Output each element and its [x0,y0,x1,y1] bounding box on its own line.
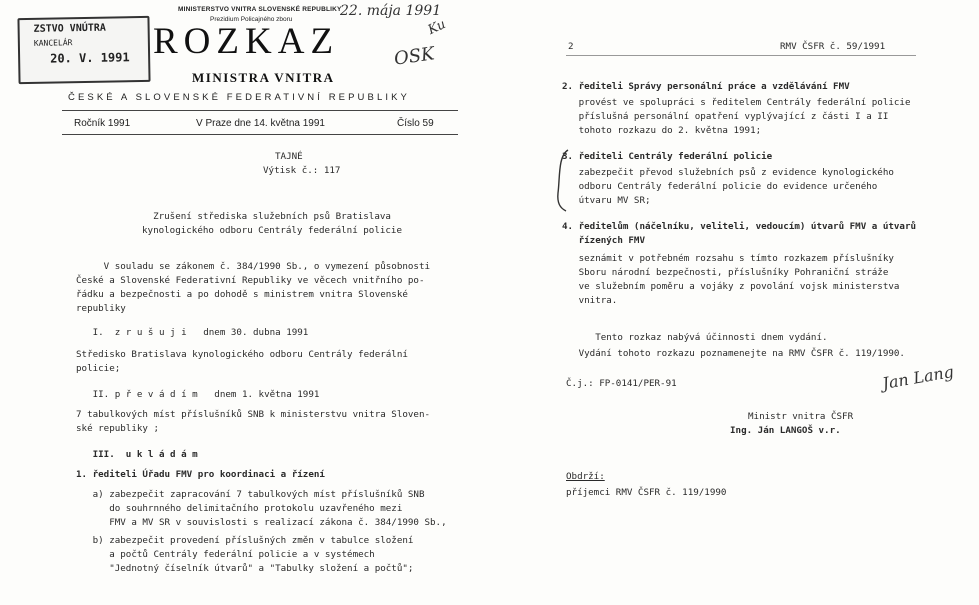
page-header-rule [566,55,916,56]
signer-name: Ing. Ján LANGOŠ v.r. [730,425,841,436]
section-2-heading: II. p ř e v á d í m dnem 1. května 1991 [76,389,320,400]
signer-title: Ministr vnitra ČSFR [748,411,854,422]
ministry-sub: Prezidium Policajného zboru [210,16,293,23]
effective-clause: Tento rozkaz nabývá účinnosti dnem vydání. [562,332,828,343]
issue-date: V Praze dne 14. května 1991 [196,118,325,129]
right-page [490,0,979,605]
issue-number: Číslo 59 [397,118,434,129]
item-4-heading: 4. ředitelům (náčelníku, veliteli, vedoucím) útvarů FMV a útvarů řízených FMV [562,221,917,246]
recipients-value: příjemci RMV ČSFR č. 119/1990 [566,487,727,498]
document-reference: RMV ČSFR č. 59/1991 [780,41,886,52]
handwritten-date: 22. mája 1991 [340,3,442,19]
section-3-item-1a: a) zabezpečit zapracování 7 tabulkových míst příslušníků SNB do souhrnného delimitačního protokolu uzavřeného mezi FMV a MV SR v souvislosti s realizací zákona č. 384/1990 Sb., [92,489,447,528]
document-subtitle: MINISTRA VNITRA [192,70,335,85]
header-rule-top [62,110,458,111]
subject-title: Zrušení střediska služebních psů Bratislava kynologického odboru Centrály federální policie [142,211,402,236]
page-number: 2 [568,41,574,52]
stamp-line-2: KANCELÁR [33,38,73,48]
stamp-line-3: 20. V. 1991 [50,50,130,66]
item-4-body: seznámit v potřebném rozsahu s tímto rozkazem příslušníky Sboru národní bezpečnosti, příslušníky Pohraniční stráže ve služebním poměru a vojáky z povolání vojsk ministerstva vnitra. [578,253,900,306]
received-stamp [17,16,150,84]
recipients-label: Obdrží: [566,471,605,482]
secret-mark: TAJNÉ [275,151,303,162]
stamp-line-1: ZSTVO VNÚTRA [33,22,106,35]
item-2-body: provést ve spolupráci s ředitelem Centrály federální policie příslušná personální opatření vyplývající z části I a II tohoto rozkazu do 2. května 1991; [578,97,911,136]
section-1-heading: I. z r u š u j i dnem 30. dubna 1991 [76,327,309,338]
section-3-item-1b: b) zabezpečit provedení příslušných změn v tabulce složení a počtů Centrály federální policie a v systémech "Jednotný číselník útvarů" a "Tabulky složení a počtů"; [92,535,414,574]
copy-number: Výtisk č.: 117 [263,165,341,176]
document-title: ROZKAZ [153,21,340,62]
publication-note: Vydání tohoto rozkazu poznamenejte na RMV ČSFR č. 119/1990. [562,348,905,359]
handwritten-osk: OSK [392,43,436,70]
section-2-body: 7 tabulkových míst příslušníků SNB k ministerstvu vnitra Sloven- ské republiky ; [76,409,431,434]
ministry-top: MINISTERSTVO VNITRA SLOVENSKÉ REPUBLIKY [178,6,342,13]
republic-name: ČESKÉ A SLOVENSKÉ FEDERATIVNÍ REPUBLIKY [68,92,410,103]
handwritten-corner: Ku [425,16,449,39]
section-3-item-1: 1. řediteli Úřadu FMV pro koordinaci a řízení [76,469,325,480]
header-rule-bottom [62,134,458,135]
intro-paragraph: V souladu se zákonem č. 384/1990 Sb., o vymezení působnosti České a Slovenské Federativní Republiky ve věcech vnitřního po- řádku a bezpečnosti a po dohodě s ministrem vnitra Slovenské republiky [76,261,431,314]
handwritten-signature: Jan Lang [880,361,956,394]
volume-year: Ročník 1991 [74,118,131,129]
section-1-body: Středisko Bratislava kynologického odboru Centrály federální policie; [76,349,408,374]
item-3-heading: 3. řediteli Centrály federální policie [562,151,773,162]
item-3-body: zabezpečit převod služebních psů z evidence kynologického odboru Centrály federální policie do evidence určeného útvaru MV SR; [578,167,894,206]
reference-number: Č.j.: FP-0141/PER-91 [566,378,677,389]
section-3-heading: III. u k l á d á m [76,449,198,460]
item-2-heading: 2. řediteli Správy personální práce a vzdělávání FMV [562,81,850,92]
